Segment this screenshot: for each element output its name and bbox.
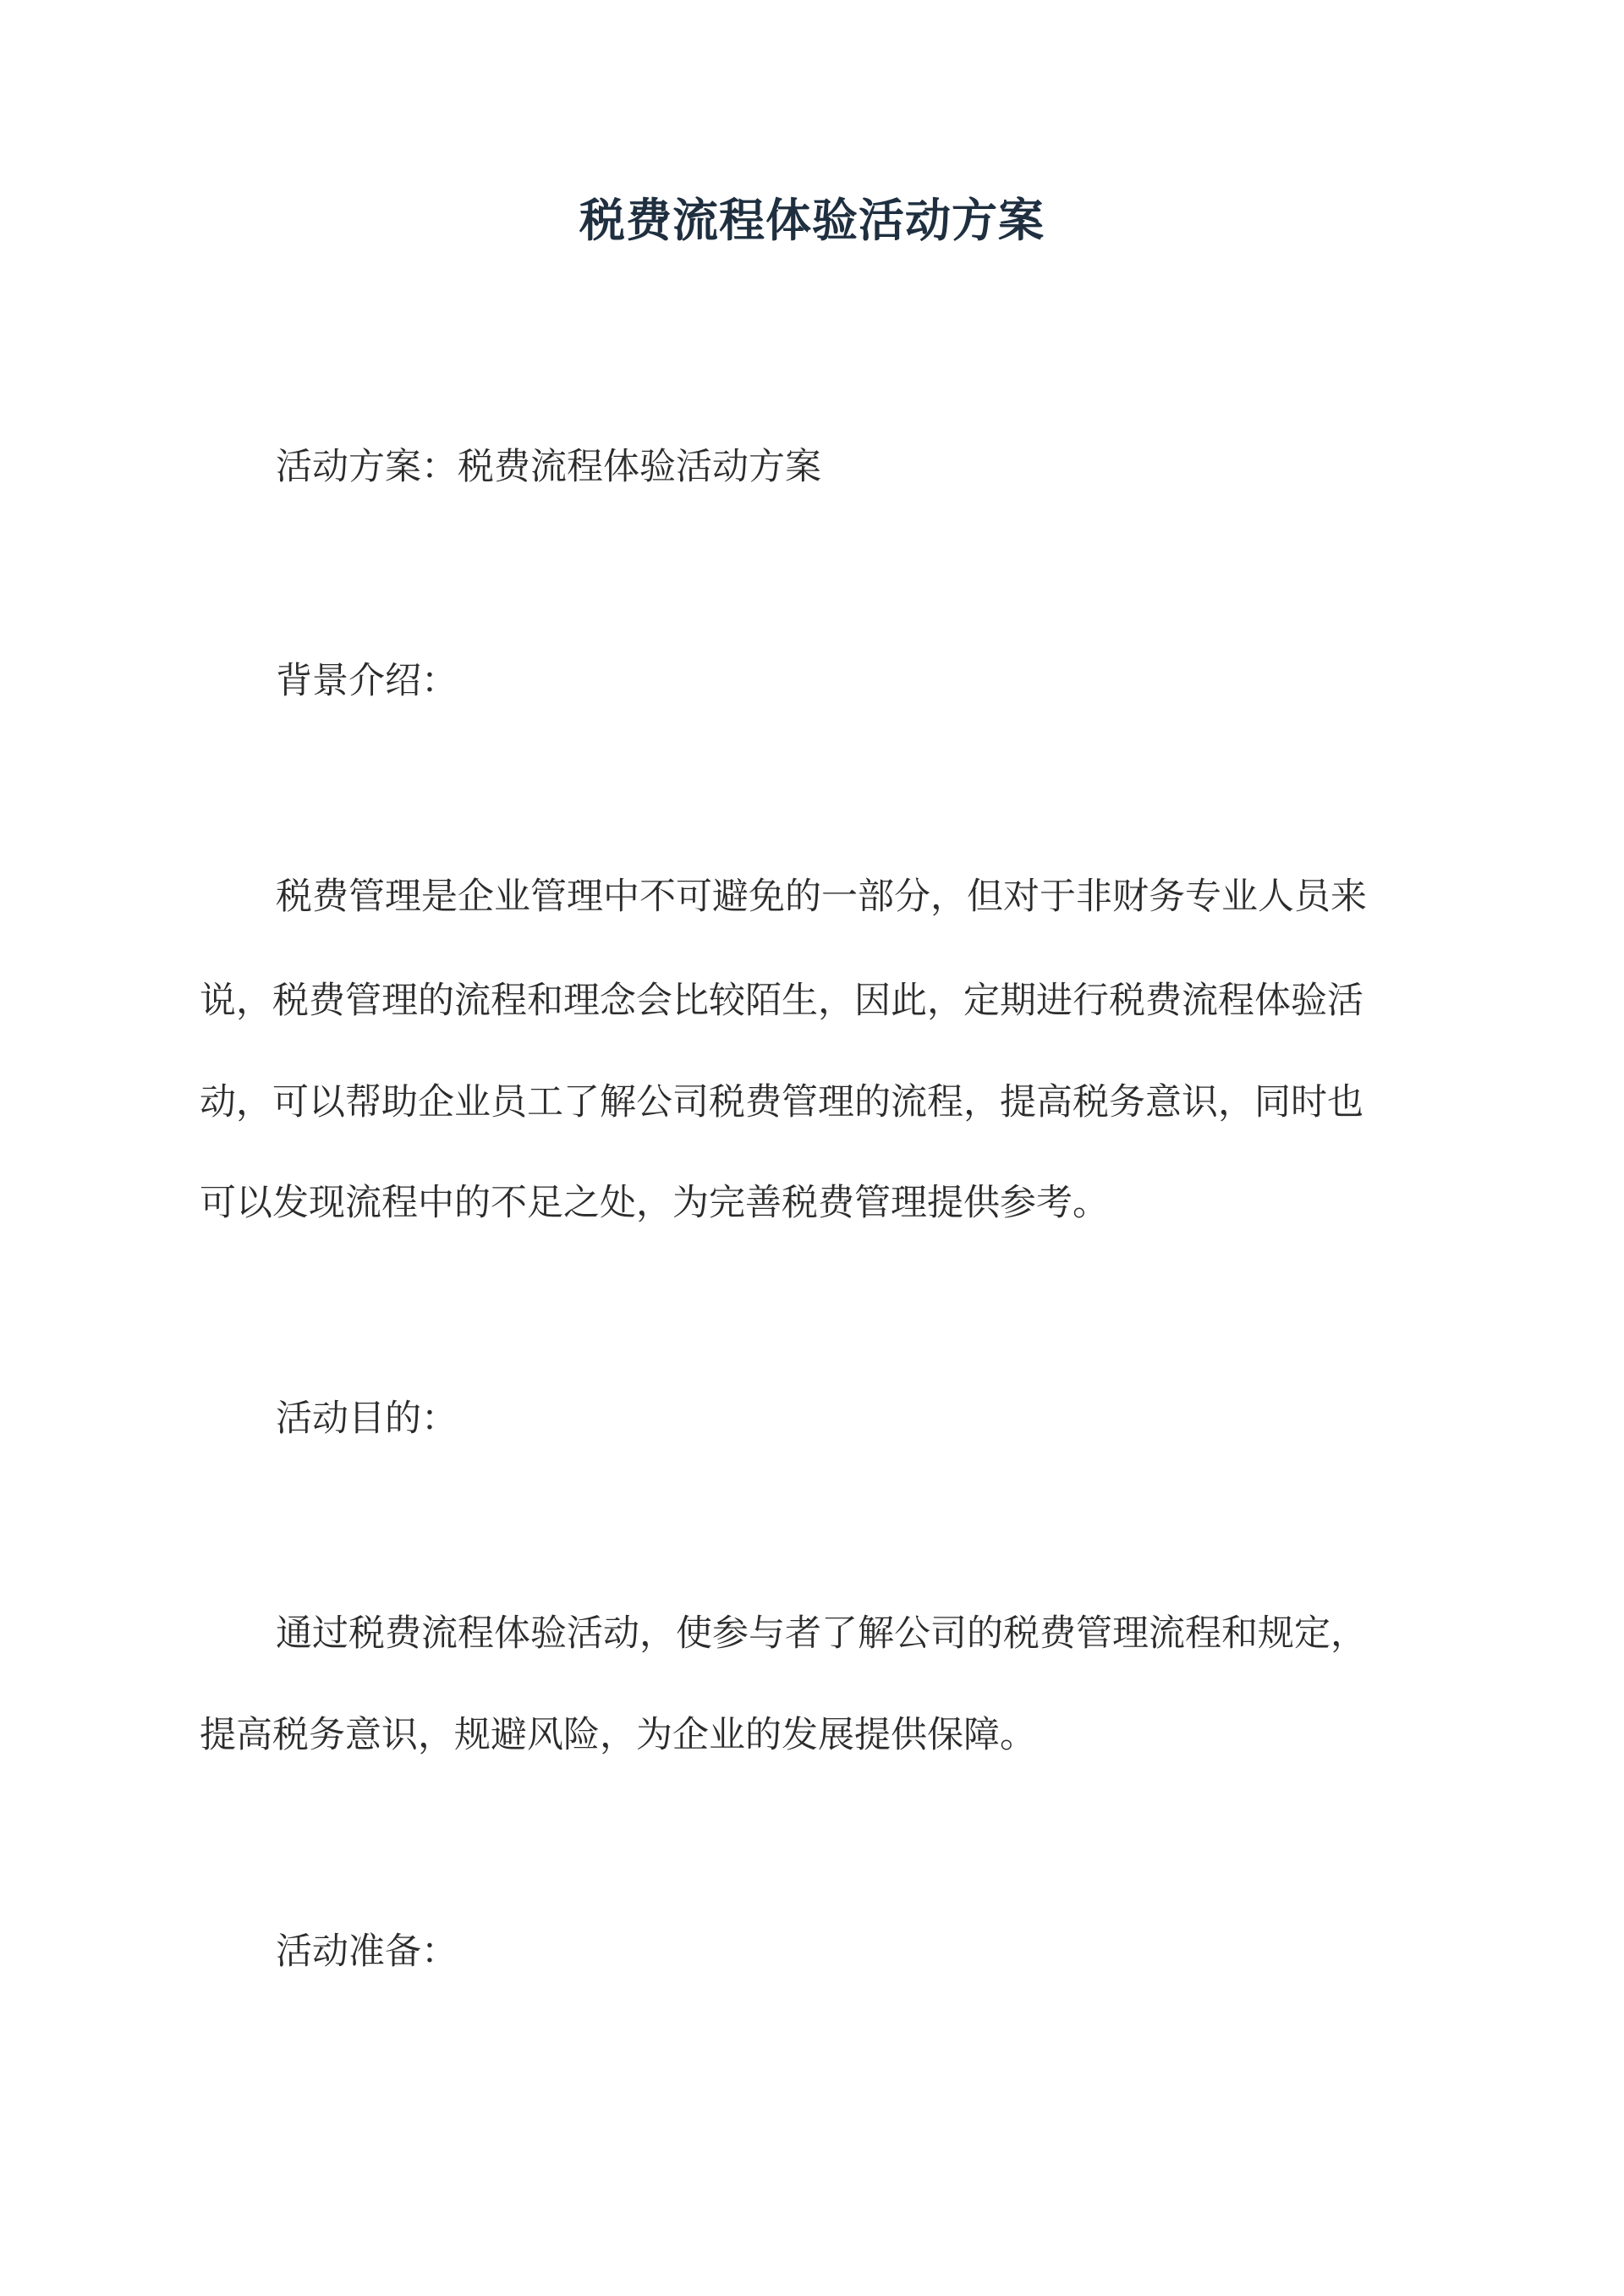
background-paragraph-line-3: 动，可以帮助企业员工了解公司税费管理的流程，提高税务意识，同时也 bbox=[200, 1081, 1363, 1123]
background-heading: 背景介绍： bbox=[276, 660, 458, 702]
purpose-paragraph-line-1: 通过税费流程体验活动，使参与者了解公司的税费管理流程和规定， bbox=[276, 1612, 1367, 1655]
purpose-paragraph-line-2: 提高税务意识，规避风险，为企业的发展提供保障。 bbox=[200, 1714, 1036, 1756]
document-title: 税费流程体验活动方案 bbox=[579, 193, 1045, 247]
background-paragraph-line-1: 税费管理是企业管理中不可避免的一部分，但对于非财务专业人员来 bbox=[276, 876, 1367, 918]
purpose-heading: 活动目的： bbox=[276, 1398, 458, 1440]
background-paragraph-line-4: 可以发现流程中的不足之处，为完善税费管理提供参考。 bbox=[200, 1182, 1109, 1224]
plan-line: 活动方案：税费流程体验活动方案 bbox=[276, 446, 821, 488]
background-paragraph-line-2: 说，税费管理的流程和理念会比较陌生，因此，定期进行税费流程体验活 bbox=[200, 980, 1363, 1022]
preparation-heading: 活动准备： bbox=[276, 1931, 458, 1973]
